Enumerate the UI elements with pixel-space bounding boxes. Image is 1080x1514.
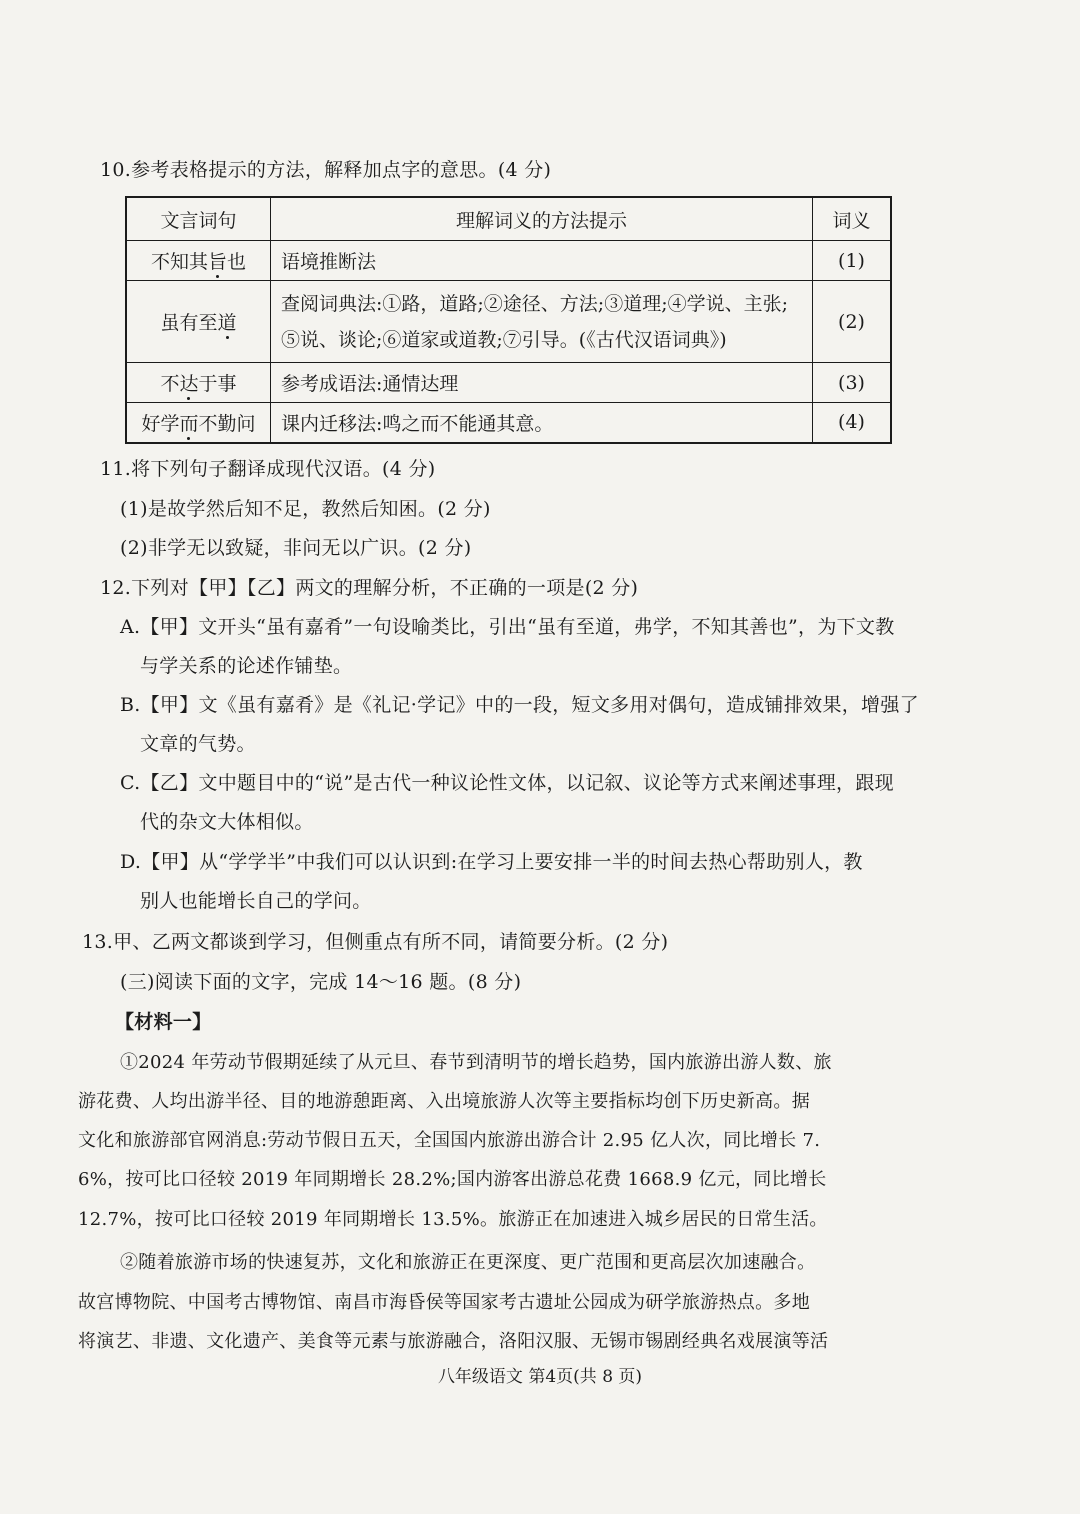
phrase-text: 于事: [198, 373, 237, 395]
q11-sentence-1: (1)是故学然后知不足，教然后知困。(2 分): [120, 498, 491, 520]
paragraph-line: 游花费、人均出游半径、目的地游憩距离、入出境旅游人次等主要指标均创下历史新高。据: [78, 1091, 810, 1112]
phrase-text: 不勤问: [198, 412, 256, 435]
phrase-text: 不知其: [150, 251, 208, 273]
phrase-cell: [126, 363, 271, 403]
page-footer: 八年级语文 第4页(共 8 页): [437, 1367, 643, 1387]
method-line: ⑤说、谈论;⑥道家或道教;⑦引导。(《古代汉语词典》): [281, 328, 727, 351]
method-line: 查阅词典法:①路，道路;②途径、方法;③道理;④学说、主张;: [281, 292, 789, 315]
paragraph-line: 文化和旅游部官网消息:劳动节假日五天，全国国内旅游出游合计 2.95 亿人次，同比增长 7.: [78, 1130, 821, 1151]
table-row: [126, 403, 891, 443]
phrase-cell: [126, 281, 271, 363]
q11-sentence-2: (2)非学无以致疑，非问无以广识。(2 分): [120, 537, 472, 559]
q13-prompt: 13.甲、乙两文都谈到学习，但侧重点有所不同，请简要分析。(2 分): [82, 931, 669, 953]
option-c: C.【乙】文中题目中的“说”是古代一种议论性文体，以记叙、议论等方式来阐述事理，跟现: [120, 772, 894, 794]
answer-blank: (4): [813, 403, 892, 443]
paragraph-line: 将演艺、非遗、文化遗产、美食等元素与旅游融合，洛阳汉服、无锡市锡剧经典名戏展演等活: [78, 1331, 829, 1352]
paragraph-line: 故宫博物院、中国考古博物馆、南昌市海昏侯等国家考古遗址公园成为研学旅游热点。多地: [78, 1292, 810, 1313]
dotted-char: 道: [217, 312, 237, 334]
dotted-char: 旨: [207, 251, 227, 273]
dotted-char: 而: [179, 412, 199, 435]
header-meaning: 词义: [813, 197, 892, 241]
phrase-cell: [126, 241, 271, 281]
table-header-row: [126, 197, 891, 241]
phrase-cell: [126, 403, 271, 443]
table-row: [126, 241, 891, 281]
phrase-text: 不: [160, 373, 180, 395]
q10-prompt: 10.参考表格提示的方法，解释加点字的意思。(4 分): [100, 159, 552, 181]
material-heading: 【材料一】: [115, 1011, 212, 1033]
table-row: [126, 281, 891, 363]
answer-blank: (3): [813, 363, 892, 403]
phrase-text: 也: [227, 251, 247, 273]
section-title: (三)阅读下面的文字，完成 14～16 题。(8 分): [120, 971, 522, 993]
option-a: A.【甲】文开头“虽有嘉肴”一句设喻类比，引出“虽有至道，弗学，不知其善也”，为下文教: [120, 616, 895, 638]
option-b: B.【甲】文《虽有嘉肴》是《礼记·学记》中的一段，短文多用对偶句，造成铺排效果，增强了: [120, 694, 919, 716]
header-phrase: 文言词句: [126, 197, 271, 241]
answer-blank: (1): [813, 241, 892, 281]
q11-prompt: 11.将下列句子翻译成现代汉语。(4 分): [100, 458, 436, 480]
phrase-text: 虽有至: [160, 312, 218, 334]
method-cell: 语境推断法: [271, 241, 813, 281]
option-d-cont: 别人也能增长自己的学问。: [140, 890, 372, 912]
method-cell: 课内迁移法:鸣之而不能通其意。: [271, 403, 813, 443]
method-cell: [271, 281, 813, 363]
header-method: 理解词义的方法提示: [271, 197, 813, 241]
vocab-table: [125, 196, 892, 444]
option-c-cont: 代的杂文大体相似。: [140, 811, 314, 833]
table-row: [126, 363, 891, 403]
paragraph-line: ②随着旅游市场的快速复苏，文化和旅游正在更深度、更广范围和更高层次加速融合。: [120, 1252, 816, 1273]
option-a-cont: 与学关系的论述作铺垫。: [140, 655, 353, 677]
show-through-decoration: [560, 160, 586, 197]
phrase-text: 好学: [141, 412, 180, 435]
paragraph-line: 6%，按可比口径较 2019 年同期增长 28.2%;国内游客出游总花费 1668.9 亿元，同比增长: [78, 1169, 827, 1190]
method-cell: 参考成语法:通情达理: [271, 363, 813, 403]
dotted-char: 达: [179, 373, 199, 395]
option-d: D.【甲】从“学学半”中我们可以认识到:在学习上要安排一半的时间去热心帮助别人，教: [120, 851, 863, 873]
paragraph-line: ①2024 年劳动节假期延续了从元旦、春节到清明节的增长趋势，国内旅游出游人数、旅: [120, 1052, 832, 1073]
paragraph-line: 12.7%，按可比口径较 2019 年同期增长 13.5%。旅游正在加速进入城乡居民的日常生活。: [78, 1209, 828, 1230]
q12-prompt: 12.下列对【甲】【乙】两文的理解分析，不正确的一项是(2 分): [100, 577, 639, 599]
option-b-cont: 文章的气势。: [140, 733, 256, 755]
answer-blank: (2): [813, 281, 892, 363]
